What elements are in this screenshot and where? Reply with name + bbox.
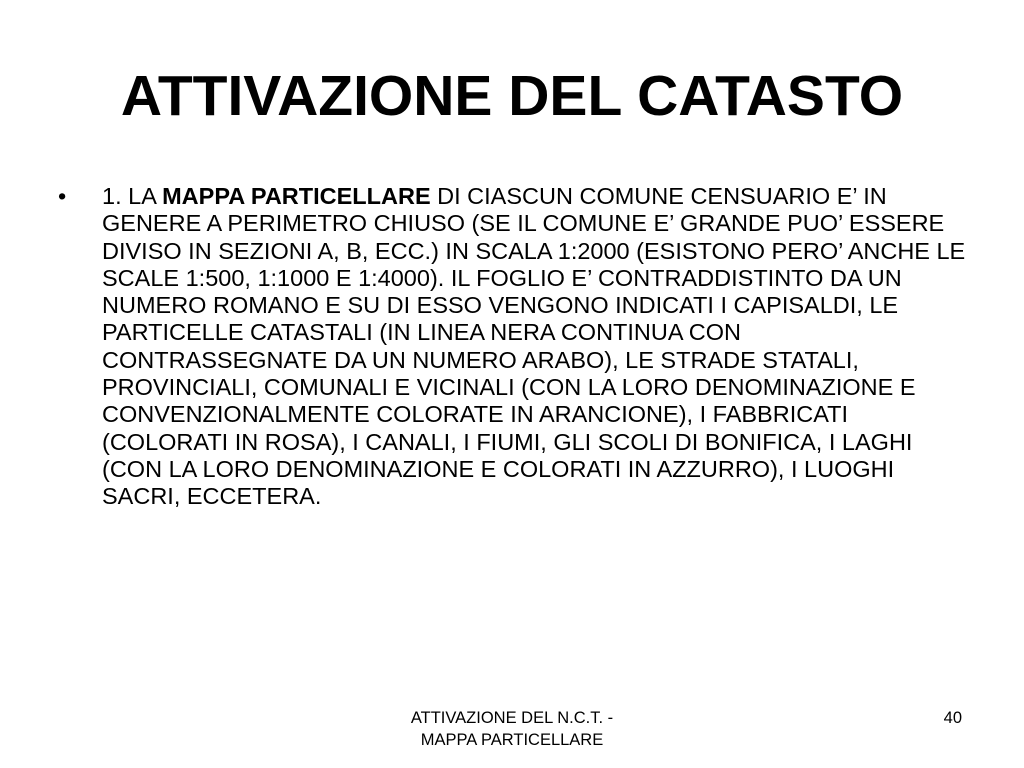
bullet-item [58,183,968,511]
footer-line-1: ATTIVAZIONE DEL N.C.T. - [410,709,614,727]
slide-title: ATTIVAZIONE DEL CATASTO [120,64,904,128]
bullet-text [102,183,965,509]
bullet-lead: 1. LA [102,183,163,209]
bullet-bold-term: MAPPA PARTICELLARE [162,183,431,209]
footer-line-2: MAPPA PARTICELLARE [420,731,604,749]
bullet-list [58,183,968,511]
bullet-body: DI CIASCUN COMUNE CENSUARIO E’ IN GENERE A PERIMETRO CHIUSO (SE IL COMUNE E’ GRANDE PUO’ ESSERE DIVISO IN SEZIONI A, B, ECC.) IN SCALA 1:2000 (ESISTONO PERO’ ANCHE LE SCALE 1:500, 1:1000 E 1:4000). IL FOGLIO E’ CONTRADDISTINTO DA UN NUMERO ROMANO E SU DI ESSO VENGONO INDICATI I CAPISALDI, LE PARTICELLE CATASTALI (IN LINEA NERA CONTINUA CON CONTRASSEGNATE DA UN NUMERO ARABO), LE STRADE STATALI, PROVINCIALI, COMUNALI E VICINALI (CON LA LORO DENOMINAZIONE E CONVENZIONALMENTE COLORATE IN ARANCIONE), I FABBRICATI (COLORATI IN ROSA), I CANALI, I FIUMI, GLI SCOLI DI BONIFICA, I LAGHI (CON LA LORO DENOMINAZIONE E COLORATI IN AZZURRO), I LUOGHI SACRI, ECCETERA. [102,183,966,510]
page-number: 40 [943,709,962,727]
footer-title [362,707,662,751]
bullet-icon: • [58,183,67,209]
